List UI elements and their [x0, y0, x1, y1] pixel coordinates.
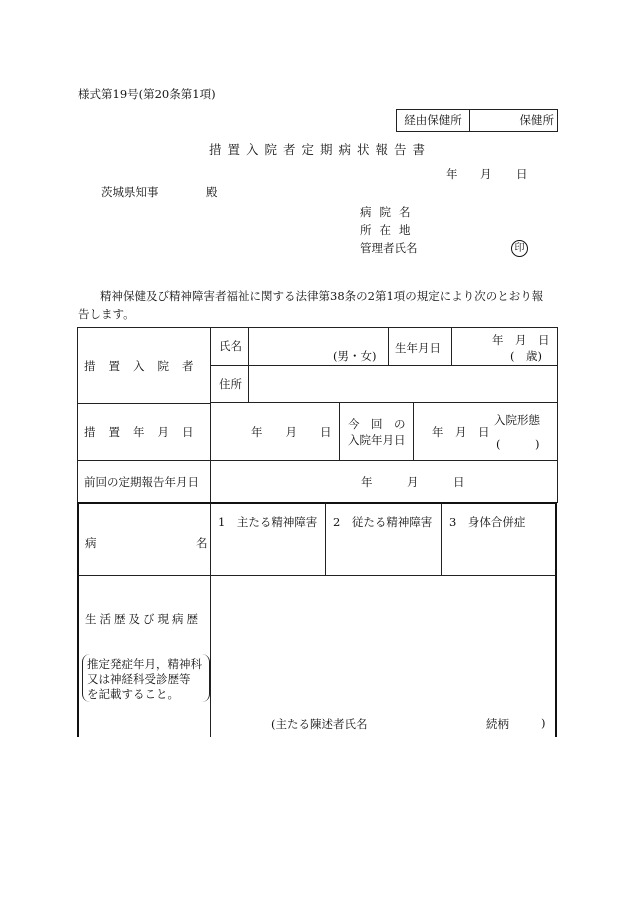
- disease-col-1-field[interactable]: [210, 502, 325, 576]
- history-field[interactable]: [210, 576, 557, 737]
- prev-report-label-cell: [77, 460, 211, 503]
- birth-label: 生年月日: [395, 341, 441, 355]
- disease-label-1: 病: [85, 536, 97, 550]
- form-number: 様式第19号(第20条第1項): [78, 87, 216, 101]
- admission-type-paren[interactable]: ( ): [496, 437, 540, 451]
- birth-ymd[interactable]: 年 月 日: [492, 333, 550, 347]
- manager-label: 管理者氏名: [360, 241, 418, 255]
- disease-col-2-field[interactable]: [325, 502, 441, 576]
- birth-label-cell: [388, 327, 452, 366]
- body-text-line-1: 精神保健及び精神障害者福祉に関する法律第38条の2第1項の規定により次のとおり報: [100, 289, 544, 303]
- hospital-name-label: 病院名: [360, 205, 419, 219]
- history-label: 生活歴及び現病歴: [85, 612, 201, 626]
- address-label: 所在地: [360, 223, 419, 237]
- disease-col-3: 3 身体合併症: [449, 515, 526, 529]
- name-label: 氏名: [219, 339, 242, 353]
- relation-close: ): [541, 716, 546, 730]
- this-admission-label-1: 今 回 の: [348, 417, 406, 431]
- form-title: 措置入院者定期病状報告書: [209, 142, 432, 157]
- this-admission-label-2: 入院年月日: [348, 433, 406, 447]
- measure-date-field[interactable]: [210, 402, 340, 461]
- birth-field[interactable]: [451, 327, 558, 366]
- this-admission-field[interactable]: [413, 402, 558, 461]
- route-box: [396, 109, 558, 132]
- date-day[interactable]: 日: [516, 167, 528, 181]
- honorific: 殿: [206, 185, 218, 199]
- disease-col-3-field[interactable]: [441, 502, 557, 576]
- date-year[interactable]: 年: [446, 167, 458, 181]
- route-value[interactable]: 保健所: [519, 113, 554, 127]
- history-note-1: 推定発症年月，精神科: [87, 657, 202, 671]
- report-table: [77, 327, 557, 737]
- this-admission-label-cell: [339, 402, 414, 461]
- sex-label[interactable]: (男・女): [333, 349, 377, 363]
- body-text-line-2: 告します。: [78, 307, 135, 321]
- seal-mark: 印: [511, 240, 528, 257]
- residence-field[interactable]: [248, 364, 558, 403]
- disease-label-cell: [77, 502, 210, 576]
- history-label-cell: [77, 576, 210, 737]
- disease-col-1: 1 主たる精神障害: [218, 515, 318, 529]
- admission-type-label: 入院形態: [494, 413, 540, 427]
- name-field[interactable]: [248, 327, 389, 366]
- prev-report-value[interactable]: 年 月 日: [361, 475, 465, 489]
- prev-report-field[interactable]: [210, 460, 558, 503]
- history-note-3: を記載すること。: [87, 687, 179, 701]
- route-label: 経由保健所: [397, 110, 470, 131]
- relation-label: 続柄: [486, 717, 509, 731]
- date-month[interactable]: 月: [480, 167, 492, 181]
- informant-label: (主たる陳述者氏名: [271, 717, 368, 731]
- prev-report-label: 前回の定期報告年月日: [84, 475, 199, 489]
- disease-col-2: 2 従たる精神障害: [333, 515, 433, 529]
- age-label[interactable]: ( 歳): [510, 349, 542, 363]
- measure-date-label: 措置年月日: [84, 425, 207, 439]
- disease-label-2: 名: [196, 536, 208, 550]
- patient-label-cell: [77, 327, 211, 404]
- measure-date-label-cell: [77, 402, 211, 461]
- residence-label: 住所: [219, 377, 242, 391]
- addressee: 茨城県知事: [101, 185, 159, 199]
- residence-label-cell: [210, 364, 249, 403]
- this-admission-value[interactable]: 年 月 日: [432, 425, 490, 439]
- patient-label: 措置入院者: [84, 359, 207, 373]
- measure-date-value[interactable]: 年 月 日: [251, 425, 332, 439]
- history-note-2: 又は神経科受診歴等: [87, 672, 191, 686]
- name-label-cell: [210, 327, 249, 366]
